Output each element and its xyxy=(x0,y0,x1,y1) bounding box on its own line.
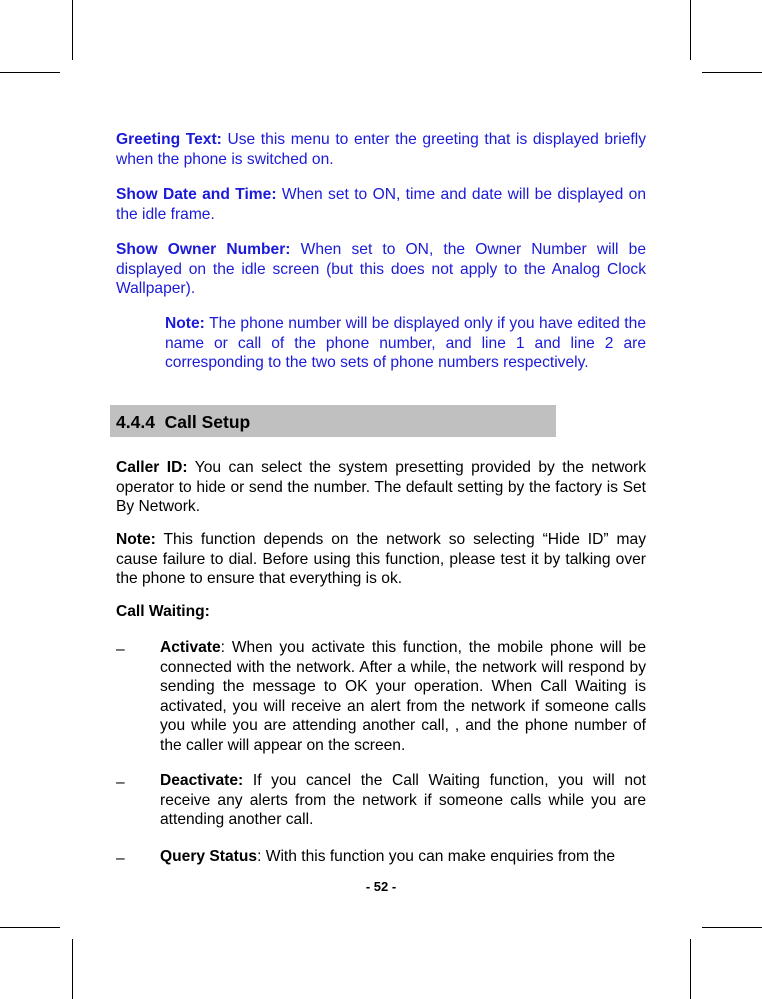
deactivate-body: If you cancel the Call Waiting function, you will not receive any alerts from the network if someone calls while you are attending another call. xyxy=(160,772,646,828)
list-dash: – xyxy=(116,850,125,867)
show-owner-paragraph xyxy=(116,240,646,299)
hide-id-note-label: Note: xyxy=(116,531,156,548)
list-item-deactivate xyxy=(160,771,646,830)
call-waiting-heading xyxy=(116,602,646,622)
section-number: 4.4.4 xyxy=(116,412,155,432)
crop-mark-bottom-right-horizontal xyxy=(702,927,762,928)
activate-body: : When you activate this function, the mobile phone will be connected with the network. After a while, the network will respond by sending the message to OK your operation. When Call Waiting is activated, you will receive an alert from the network if someone calls you while you are attending another call, , and the phone number of the caller will appear on the screen. xyxy=(160,639,646,754)
owner-note-body: The phone number will be displayed only if you have edited the name or call of the phone number, and line 1 and line 2 are corresponding to the two sets of phone numbers respectively. xyxy=(165,315,646,371)
deactivate-label: Deactivate: xyxy=(160,772,244,789)
query-status-label: Query Status xyxy=(160,848,258,865)
show-date-body: When set to ON, time and date will be displayed on the idle frame. xyxy=(116,186,646,223)
hide-id-note-paragraph xyxy=(116,530,646,589)
activate-label: Activate xyxy=(160,639,221,656)
crop-mark-bottom-left-horizontal xyxy=(0,927,60,928)
caller-id-body: You can select the system presetting provided by the network operator to hide or send the number. The default setting by the factory is Set By Network. xyxy=(116,459,647,515)
crop-mark-top-left-horizontal xyxy=(0,72,60,73)
call-waiting-heading-text: Call Waiting: xyxy=(116,603,210,620)
page-number: - 52 - xyxy=(365,879,397,894)
greeting-text-body: Use this menu to enter the greeting that is displayed briefly when the phone is switched on. xyxy=(116,131,646,168)
crop-mark-bottom-left-vertical xyxy=(72,939,73,999)
list-dash: – xyxy=(116,774,125,791)
show-date-paragraph xyxy=(116,185,646,224)
caller-id-label: Caller ID: xyxy=(116,459,188,476)
greeting-text-paragraph xyxy=(116,130,646,169)
crop-mark-bottom-right-vertical xyxy=(690,939,691,999)
owner-note-label: Note: xyxy=(165,315,205,332)
crop-mark-top-left-vertical xyxy=(72,0,73,60)
list-dash: – xyxy=(116,641,125,658)
show-owner-body: When set to ON, the Owner Number will be displayed on the idle screen (but this does not apply to the Analog Clock Wallpaper). xyxy=(116,241,646,297)
show-owner-label: Show Owner Number: xyxy=(116,241,291,258)
show-date-label: Show Date and Time: xyxy=(116,186,277,203)
owner-note-paragraph xyxy=(165,314,646,373)
crop-mark-top-right-horizontal xyxy=(702,72,762,73)
section-heading xyxy=(116,412,250,432)
caller-id-paragraph xyxy=(116,458,646,517)
list-item-activate xyxy=(160,638,646,755)
section-title: Call Setup xyxy=(164,412,251,432)
section-heading-bar xyxy=(110,405,556,437)
greeting-text-label: Greeting Text: xyxy=(116,131,222,148)
hide-id-note-body: This function depends on the network so selecting “Hide ID” may cause failure to dial. Before using this function, please test it by talking over the phone to ensure that everything is ok. xyxy=(116,531,646,587)
query-status-body: : With this function you can make enquiries from the xyxy=(257,848,616,865)
crop-mark-top-right-vertical xyxy=(690,0,691,60)
list-item-query-status xyxy=(160,847,646,867)
